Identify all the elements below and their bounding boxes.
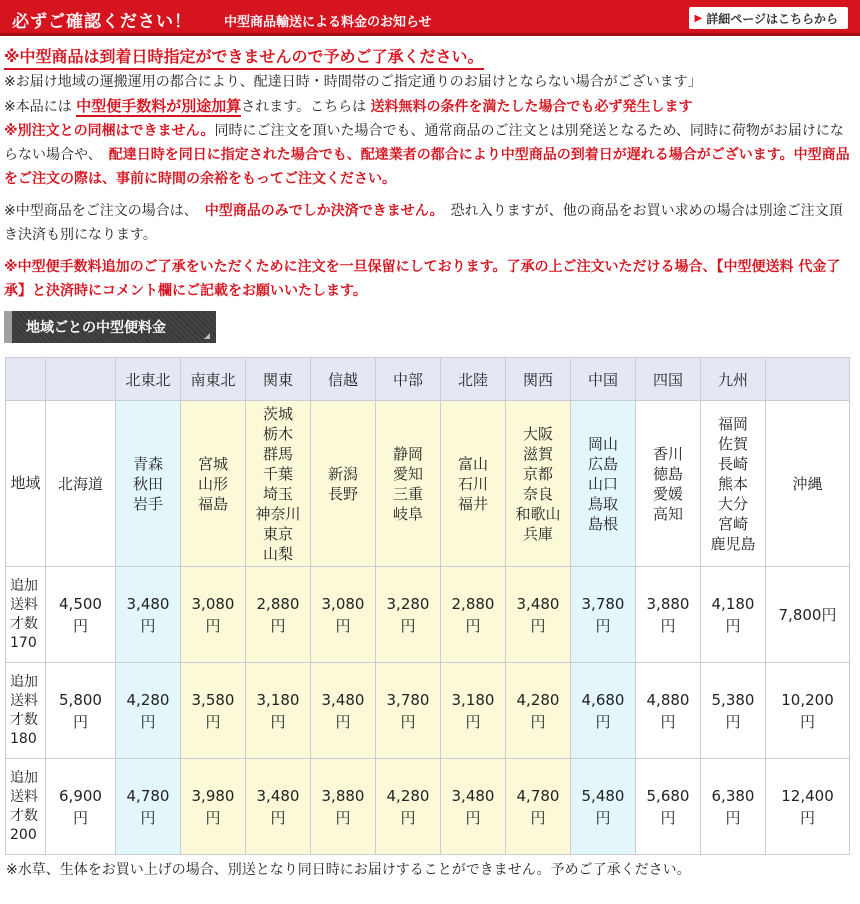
note-hold-order: ※中型便手数料追加のご了承をいただくために注文を一旦保留にしております。了承の上ご注文いただける場合、【中型便送料 代金了承】と決済時にコメント欄にご記載をお願いいたします。 <box>4 259 841 299</box>
cell-text: 12,400 <box>781 786 834 805</box>
header-region: 中国 <box>571 358 636 401</box>
fee-cell <box>636 759 701 855</box>
cell-text: 円 <box>465 808 481 827</box>
hokkaido-label: 北海道 <box>46 401 116 567</box>
note-fee-prefix: ※本品には <box>4 99 77 115</box>
fee-cell <box>441 567 506 663</box>
prefecture-name: 富山 <box>457 454 488 473</box>
cell-text: 3,480 <box>451 786 495 805</box>
fee-cell <box>571 663 636 759</box>
fee-cell <box>571 759 636 855</box>
fee-cell <box>441 663 506 759</box>
prefecture-name: 東京 <box>262 524 293 543</box>
cell-text: 円 <box>270 808 286 827</box>
cell-text: 送料 <box>10 692 38 709</box>
detail-page-label: 詳細ページはこちらから <box>706 11 838 26</box>
cell-text: 3,880 <box>646 594 690 613</box>
heading-accent-bar <box>4 311 12 343</box>
cell-text: 円 <box>335 616 351 635</box>
cell-text: 円 <box>205 808 221 827</box>
prefecture-name: 石川 <box>457 474 488 493</box>
prefecture-name: 秋田 <box>132 474 163 493</box>
cell-text: 4,500 <box>59 594 102 613</box>
prefecture-name: 岩手 <box>132 494 163 513</box>
fee-cell <box>181 567 246 663</box>
prefecture-row <box>6 401 850 567</box>
fee-cell <box>701 663 766 759</box>
prefecture-name: 福岡 <box>717 414 748 433</box>
size-label <box>6 663 46 759</box>
cell-text: 円 <box>530 712 546 731</box>
prefecture-name: 長野 <box>327 484 358 503</box>
note-no-bundle-body: 同時にご注文を頂いた場合でも、通常商品のご注文とは別発送となるため、同時に荷物がお届けにならない場合や、 <box>4 123 844 163</box>
prefecture-name: 高知 <box>652 504 683 523</box>
fee-cell <box>246 759 311 855</box>
note-no-bundle <box>4 119 854 191</box>
note-fee-highlight: 中型便手数料が別途加算 <box>76 97 242 115</box>
cell-text: 円 <box>530 616 546 635</box>
prefecture-name: 岐阜 <box>392 504 423 523</box>
cell-text: 3,180 <box>256 690 300 709</box>
cell-text: 3,780 <box>386 690 430 709</box>
cell-text: 追加 <box>10 673 38 690</box>
cell-text: 6,900 <box>59 786 102 805</box>
header-region: 関東 <box>246 358 311 401</box>
cell-text: 円 <box>140 616 156 635</box>
fee-cell <box>636 663 701 759</box>
note-no-date-spec: ※中型商品は到着日時指定ができませんので予めご了承ください。 <box>4 46 484 70</box>
prefecture-name: 佐賀 <box>717 434 748 453</box>
header-title: 必ずご確認ください！ <box>12 12 192 32</box>
prefecture-name: 福井 <box>457 494 488 513</box>
prefecture-cell <box>181 401 246 567</box>
fee-cell <box>571 567 636 663</box>
cell-text: 5,380 <box>711 690 755 709</box>
header-empty <box>6 358 46 401</box>
cell-text: 4,680 <box>581 690 625 709</box>
cell-text: 4,280 <box>516 690 560 709</box>
prefecture-cell <box>506 401 571 567</box>
note-payment <box>4 199 854 247</box>
prefecture-name: 山形 <box>197 474 228 493</box>
table-header-row <box>6 358 850 401</box>
cell-text: 3,980 <box>191 786 235 805</box>
note-delivery-schedule: ※お届け地域の運搬運用の都合により、配達日時・時間帯のご指定通りのお届けとならない場合がございます」 <box>4 74 702 90</box>
cell-text: 円 <box>72 712 88 731</box>
cell-text: 3,880 <box>321 786 365 805</box>
size-label <box>6 759 46 855</box>
fee-cell <box>116 567 181 663</box>
section-heading <box>4 311 216 343</box>
prefecture-name: 宮崎 <box>717 514 748 533</box>
cell-text: 3,480 <box>126 594 170 613</box>
prefecture-name: 静岡 <box>392 444 423 463</box>
cell-text: 200 <box>10 826 37 843</box>
prefecture-name: 新潟 <box>327 464 358 483</box>
prefecture-cell <box>441 401 506 567</box>
cell-text: 円 <box>205 616 221 635</box>
prefecture-name: 京都 <box>522 464 553 483</box>
cell-text: 円 <box>660 808 676 827</box>
cell-text: 円 <box>799 808 815 827</box>
cell-text: 3,080 <box>191 594 235 613</box>
note-payment-highlight: 中型商品のみでしか決済できません。 <box>204 203 437 219</box>
cell-text: 円 <box>140 808 156 827</box>
cell-text: 円 <box>725 616 741 635</box>
cell-text: 才数 <box>10 615 38 632</box>
notice-header-bar <box>0 0 860 36</box>
cell-text: 追加 <box>10 769 38 786</box>
fee-cell <box>636 567 701 663</box>
fee-cell <box>766 759 850 855</box>
note-no-bundle-warning: 配達日時を同日に指定された場合でも、配達業者の都合により中型商品の到着日が遅れる場合がございます。中型商品をご注文の際は、事前に時間の余裕をもってご注文ください。 <box>4 147 850 187</box>
cell-text: 追加 <box>10 577 38 594</box>
cell-text: 6,380 <box>711 786 755 805</box>
cell-text: 3,580 <box>191 690 235 709</box>
prefecture-name: 千葉 <box>262 464 293 483</box>
cell-text: 5,800 <box>59 690 102 709</box>
fee-table <box>5 357 850 855</box>
prefecture-name: 奈良 <box>522 484 553 503</box>
prefecture-name: 福島 <box>197 494 228 513</box>
cell-text: 円 <box>660 616 676 635</box>
cell-text: 送料 <box>10 788 38 805</box>
fee-cell <box>376 567 441 663</box>
section-title: 地域ごとの中型便料金 <box>26 320 166 336</box>
fee-cell <box>506 759 571 855</box>
cell-text: 3,280 <box>386 594 430 613</box>
cell-text: 4,280 <box>386 786 430 805</box>
fee-cell <box>116 663 181 759</box>
fee-cell <box>766 567 850 663</box>
fee-cell <box>46 759 116 855</box>
cell-text: 円 <box>400 712 416 731</box>
prefecture-name: 徳島 <box>652 464 683 483</box>
header-empty <box>766 358 850 401</box>
fee-row <box>6 567 850 663</box>
prefecture-name: 埼玉 <box>262 484 293 503</box>
cell-text: 円 <box>400 616 416 635</box>
okinawa-label: 沖縄 <box>766 401 850 567</box>
cell-text: 円 <box>660 712 676 731</box>
prefecture-name: 鹿児島 <box>710 534 756 553</box>
fee-cell <box>311 567 376 663</box>
cell-text: 3,480 <box>516 594 560 613</box>
cell-text: 円 <box>465 712 481 731</box>
prefecture-name: 群馬 <box>262 444 293 463</box>
cell-text: 円 <box>72 808 88 827</box>
fee-row <box>6 759 850 855</box>
note-no-bundle-head: ※別注文との同梱はできません。 <box>4 123 215 139</box>
prefecture-name: 茨城 <box>262 404 293 423</box>
cell-text: 3,780 <box>581 594 625 613</box>
cell-text: 7,800円 <box>778 605 837 624</box>
prefecture-cell <box>701 401 766 567</box>
cell-text: 円 <box>205 712 221 731</box>
cell-text: 5,680 <box>646 786 690 805</box>
notice-list <box>0 36 860 303</box>
arrow-right-icon: ▶ <box>694 12 703 24</box>
cell-text: 円 <box>595 808 611 827</box>
detail-page-button[interactable] <box>689 7 848 29</box>
fee-cell <box>181 663 246 759</box>
cell-text: 才数 <box>10 807 38 824</box>
cell-text: 3,480 <box>256 786 300 805</box>
prefecture-name: 和歌山 <box>515 504 561 523</box>
header-region: 信越 <box>311 358 376 401</box>
note-fee-always: 送料無料の条件を満たした場合でも必ず発生します <box>370 99 693 115</box>
cell-text: 円 <box>725 712 741 731</box>
prefecture-name: 神奈川 <box>255 504 301 523</box>
prefecture-name: 青森 <box>132 454 163 473</box>
cell-text: 4,180 <box>711 594 755 613</box>
cell-text: 送料 <box>10 596 38 613</box>
prefecture-name: 岡山 <box>587 434 618 453</box>
cell-text: 180 <box>10 730 37 747</box>
header-empty <box>46 358 116 401</box>
header-region: 北東北 <box>116 358 181 401</box>
fee-cell <box>441 759 506 855</box>
note-fee-mid: されます。こちらは <box>241 99 371 115</box>
fee-cell <box>311 663 376 759</box>
cell-text: 円 <box>335 712 351 731</box>
cell-text: 円 <box>595 616 611 635</box>
cell-text: 円 <box>530 808 546 827</box>
prefecture-cell <box>246 401 311 567</box>
cell-text: 2,880 <box>256 594 300 613</box>
prefecture-name: 大阪 <box>522 424 553 443</box>
cell-text: 2,880 <box>451 594 495 613</box>
header-subtitle: 中型商品輸送による料金のお知らせ <box>224 15 432 30</box>
header-region: 中部 <box>376 358 441 401</box>
note-fee <box>4 94 854 119</box>
prefecture-name: 三重 <box>392 484 423 503</box>
prefecture-cell <box>311 401 376 567</box>
cell-text: 円 <box>72 616 88 635</box>
size-label <box>6 567 46 663</box>
cell-text: 円 <box>799 712 815 731</box>
prefecture-name: 山口 <box>587 474 618 493</box>
cell-text: 4,280 <box>126 690 170 709</box>
note-payment-prefix: ※中型商品をご注文の場合は、 <box>4 203 191 219</box>
cell-text: 10,200 <box>781 690 834 709</box>
prefecture-cell <box>636 401 701 567</box>
prefecture-name: 広島 <box>587 454 618 473</box>
cell-text: 4,780 <box>516 786 560 805</box>
prefecture-name: 大分 <box>717 494 748 513</box>
prefecture-cell <box>571 401 636 567</box>
prefecture-name: 熊本 <box>717 474 748 493</box>
prefecture-name: 滋賀 <box>522 444 553 463</box>
cell-text: 円 <box>140 712 156 731</box>
cell-text: 円 <box>465 616 481 635</box>
header-region: 関西 <box>506 358 571 401</box>
cell-text: 3,080 <box>321 594 365 613</box>
cell-text: 170 <box>10 634 37 651</box>
header-region: 九州 <box>701 358 766 401</box>
prefecture-name: 島根 <box>587 514 618 533</box>
cell-text: 円 <box>335 808 351 827</box>
region-label: 地域 <box>6 401 46 567</box>
prefecture-name: 栃木 <box>262 424 293 443</box>
fee-cell <box>701 759 766 855</box>
header-region: 北陸 <box>441 358 506 401</box>
cell-text: 円 <box>725 808 741 827</box>
fee-cell <box>701 567 766 663</box>
cell-text: 4,880 <box>646 690 690 709</box>
cell-text: 5,480 <box>581 786 625 805</box>
cell-text: 円 <box>270 616 286 635</box>
fee-cell <box>46 663 116 759</box>
prefecture-name: 兵庫 <box>522 524 553 543</box>
note-payment-body: 恐れ入りますが、他の商品をお買い求めの場合は別途ご注文頂き決済も別になります。 <box>4 203 843 243</box>
fee-cell <box>311 759 376 855</box>
fee-cell <box>506 567 571 663</box>
cell-text: 3,180 <box>451 690 495 709</box>
fee-cell <box>506 663 571 759</box>
cell-text: 才数 <box>10 711 38 728</box>
cell-text: 円 <box>595 712 611 731</box>
cell-text: 3,480 <box>321 690 365 709</box>
prefecture-cell <box>376 401 441 567</box>
prefecture-name: 宮城 <box>197 454 228 473</box>
fee-cell <box>246 663 311 759</box>
fee-row <box>6 663 850 759</box>
fee-cell <box>376 663 441 759</box>
cell-text: 4,780 <box>126 786 170 805</box>
prefecture-name: 鳥取 <box>587 494 618 513</box>
fee-cell <box>181 759 246 855</box>
prefecture-name: 山梨 <box>262 544 293 563</box>
footer-note: ※水草、生体をお買い上げの場合、別送となり同日時にお届けすることができません。予めご了承ください。 <box>6 862 691 878</box>
header-region: 四国 <box>636 358 701 401</box>
fee-cell <box>116 759 181 855</box>
prefecture-name: 愛媛 <box>652 484 683 503</box>
cell-text: 円 <box>270 712 286 731</box>
fee-cell <box>376 759 441 855</box>
prefecture-name: 愛知 <box>392 464 423 483</box>
header-region: 南東北 <box>181 358 246 401</box>
fee-cell <box>246 567 311 663</box>
corner-triangle-icon <box>204 333 210 339</box>
prefecture-name: 長崎 <box>717 454 748 473</box>
cell-text: 円 <box>400 808 416 827</box>
prefecture-cell <box>116 401 181 567</box>
prefecture-name: 香川 <box>652 444 683 463</box>
fee-cell <box>46 567 116 663</box>
fee-cell <box>766 663 850 759</box>
